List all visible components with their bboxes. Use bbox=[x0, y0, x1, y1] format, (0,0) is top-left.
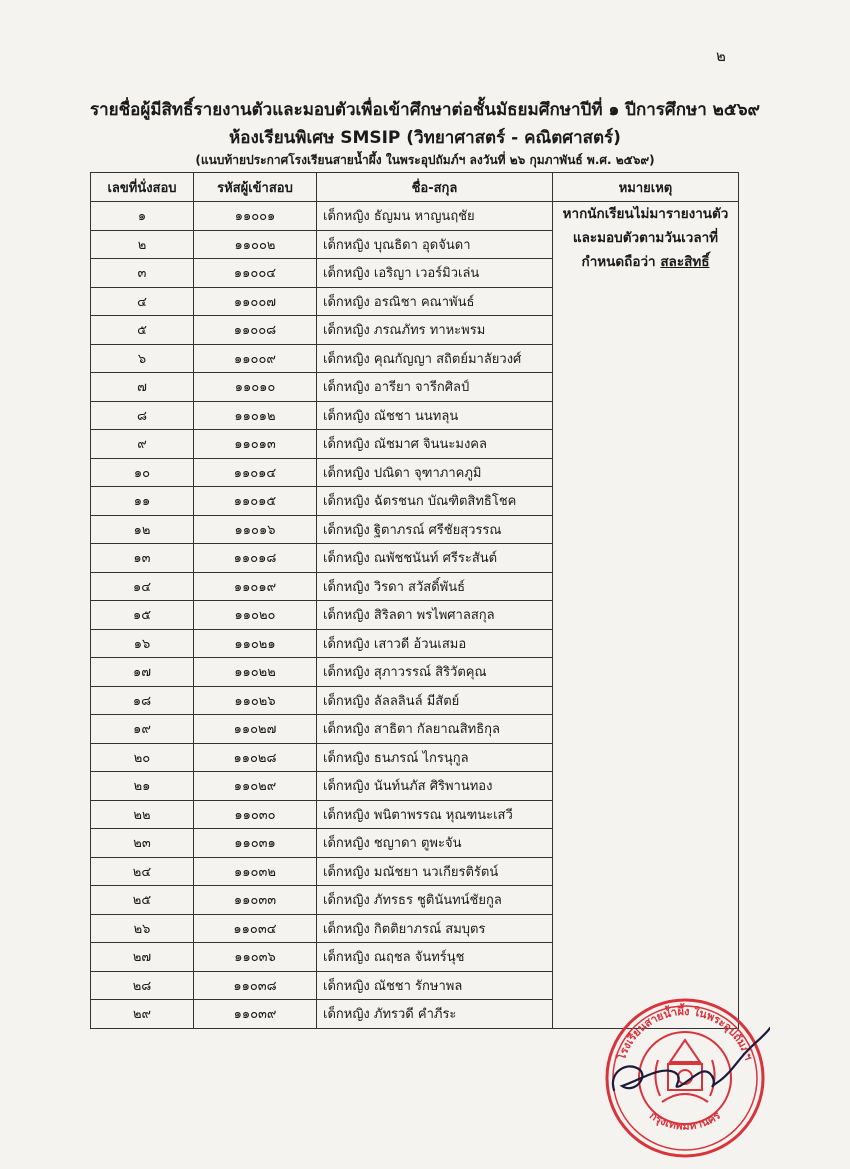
student-name-cell: เด็กหญิง กิตติยาภรณ์ สมบุตร bbox=[317, 914, 553, 943]
exam-code-cell: ๑๑๐๒๙ bbox=[194, 772, 317, 801]
page-number: ๒ bbox=[716, 47, 726, 65]
student-name-cell: เด็กหญิง เอริญา เวอร์มิวเล่น bbox=[317, 259, 553, 288]
student-name-cell: เด็กหญิง ณพัชชนันท์ ศรีระสันต์ bbox=[317, 544, 553, 573]
exam-code-cell: ๑๑๐๒๒ bbox=[194, 658, 317, 687]
exam-code-cell: ๑๑๐๐๑ bbox=[194, 202, 317, 231]
document-title: รายชื่อผู้มีสิทธิ์รายงานตัวและมอบตัวเพื่อเข้าศึกษาต่อชั้นมัธยมศึกษาปีที่ ๑ ปีการศึกษา ๒๕๖๙ bbox=[90, 100, 760, 120]
seat-number-cell: ๑๙ bbox=[91, 715, 194, 744]
student-roster-table bbox=[90, 172, 739, 1029]
seat-number-cell: ๒๕ bbox=[91, 886, 194, 915]
seat-number-cell: ๑๗ bbox=[91, 658, 194, 687]
seat-number-cell: ๑๓ bbox=[91, 544, 194, 573]
seat-number-cell: ๒ bbox=[91, 230, 194, 259]
seat-number-cell: ๒๔ bbox=[91, 857, 194, 886]
header-code: รหัสผู้เข้าสอบ bbox=[194, 173, 317, 202]
seat-number-cell: ๓ bbox=[91, 259, 194, 288]
student-name-cell: เด็กหญิง นันท์นภัส ศิริพานทอง bbox=[317, 772, 553, 801]
seat-number-cell: ๑๒ bbox=[91, 515, 194, 544]
svg-text:กรุงเทพมหานคร bbox=[647, 1109, 723, 1133]
exam-code-cell: ๑๑๐๑๓ bbox=[194, 430, 317, 459]
seat-number-cell: ๑๕ bbox=[91, 601, 194, 630]
header-remark: หมายเหตุ bbox=[553, 173, 739, 202]
document-subtitle: ห้องเรียนพิเศษ SMSIP (วิทยาศาสตร์ - คณิตศาสตร์) bbox=[229, 128, 621, 148]
table-header-row bbox=[91, 173, 739, 202]
seat-number-cell: ๘ bbox=[91, 401, 194, 430]
exam-code-cell: ๑๑๐๓๒ bbox=[194, 857, 317, 886]
seat-number-cell: ๑๑ bbox=[91, 487, 194, 516]
student-name-cell: เด็กหญิง ชญาดา ตูพะจัน bbox=[317, 829, 553, 858]
header-seat: เลขที่นั่งสอบ bbox=[91, 173, 194, 202]
exam-code-cell: ๑๑๐๐๘ bbox=[194, 316, 317, 345]
seat-number-cell: ๑๘ bbox=[91, 686, 194, 715]
seat-number-cell: ๒๓ bbox=[91, 829, 194, 858]
remark-instruction: หากนักเรียนไม่มารายงานตัวและมอบตัวตามวันเวลาที่กำหนดถือว่า bbox=[562, 206, 729, 270]
seat-number-cell: ๕ bbox=[91, 316, 194, 345]
seal-rings bbox=[607, 1000, 763, 1156]
seal-text-bottom: กรุงเทพมหานคร bbox=[647, 1108, 723, 1133]
exam-code-cell: ๑๑๐๐๔ bbox=[194, 259, 317, 288]
seat-number-cell: ๑๐ bbox=[91, 458, 194, 487]
exam-code-cell: ๑๑๐๑๐ bbox=[194, 373, 317, 402]
seat-number-cell: ๒๖ bbox=[91, 914, 194, 943]
exam-code-cell: ๑๑๐๓๙ bbox=[194, 1000, 317, 1029]
exam-code-cell: ๑๑๐๐๙ bbox=[194, 344, 317, 373]
remark-cell bbox=[553, 202, 739, 1029]
student-name-cell: เด็กหญิง ภัทรวดี คำภีระ bbox=[317, 1000, 553, 1029]
student-name-cell: เด็กหญิง อารียา จารีกศิลป์ bbox=[317, 373, 553, 402]
seat-number-cell: ๑๔ bbox=[91, 572, 194, 601]
seat-number-cell: ๑๖ bbox=[91, 629, 194, 658]
exam-code-cell: ๑๑๐๓๑ bbox=[194, 829, 317, 858]
student-name-cell: เด็กหญิง ณฤชล จันทร์นุช bbox=[317, 943, 553, 972]
header-name: ชื่อ-สกุล bbox=[317, 173, 553, 202]
seat-number-cell: ๑ bbox=[91, 202, 194, 231]
exam-code-cell: ๑๑๐๑๙ bbox=[194, 572, 317, 601]
exam-code-cell: ๑๑๐๒๘ bbox=[194, 743, 317, 772]
seat-number-cell: ๙ bbox=[91, 430, 194, 459]
student-name-cell: เด็กหญิง มณัชยา นวเกียรติรัตน์ bbox=[317, 857, 553, 886]
exam-code-cell: ๑๑๐๓๓ bbox=[194, 886, 317, 915]
exam-code-cell: ๑๑๐๑๖ bbox=[194, 515, 317, 544]
student-name-cell: เด็กหญิง พนิตาพรรณ หุณฑนะเสวี bbox=[317, 800, 553, 829]
seal-text-top: โรงเรียนสายน้ำผึ้ง ในพระอุปถัมภ์ฯ bbox=[614, 1004, 756, 1062]
remark-forfeit: สละสิทธิ์ bbox=[660, 254, 710, 270]
exam-code-cell: ๑๑๐๒๑ bbox=[194, 629, 317, 658]
annex-note: (แนบท้ายประกาศโรงเรียนสายน้ำผึ้ง ในพระอุปถัมภ์ฯ ลงวันที่ ๒๖ กุมภาพันธ์ พ.ศ. ๒๕๖๙) bbox=[195, 153, 655, 167]
student-name-cell: เด็กหญิง ฐิตาภรณ์ ศรีชัยสุวรรณ bbox=[317, 515, 553, 544]
student-name-cell: เด็กหญิง ณัชมาศ จินนะมงคล bbox=[317, 430, 553, 459]
seat-number-cell: ๒๙ bbox=[91, 1000, 194, 1029]
exam-code-cell: ๑๑๐๑๕ bbox=[194, 487, 317, 516]
exam-code-cell: ๑๑๐๑๔ bbox=[194, 458, 317, 487]
seat-number-cell: ๗ bbox=[91, 373, 194, 402]
seat-number-cell: ๔ bbox=[91, 287, 194, 316]
seat-number-cell: ๒๘ bbox=[91, 971, 194, 1000]
exam-code-cell: ๑๑๐๐๒ bbox=[194, 230, 317, 259]
exam-code-cell: ๑๑๐๒๖ bbox=[194, 686, 317, 715]
student-name-cell: เด็กหญิง ธนภรณ์ ไกรนุกูล bbox=[317, 743, 553, 772]
exam-code-cell: ๑๑๐๓๐ bbox=[194, 800, 317, 829]
student-name-cell: เด็กหญิง วิรดา สวัสดิ์พันธ์ bbox=[317, 572, 553, 601]
seat-number-cell: ๒๐ bbox=[91, 743, 194, 772]
seat-number-cell: ๒๗ bbox=[91, 943, 194, 972]
student-name-cell: เด็กหญิง ธัญมน หาญนฤชัย bbox=[317, 202, 553, 231]
student-name-cell: เด็กหญิง บุณธิดา อุดจันดา bbox=[317, 230, 553, 259]
seat-number-cell: ๖ bbox=[91, 344, 194, 373]
student-name-cell: เด็กหญิง ภรณภัทร ทาหะพรม bbox=[317, 316, 553, 345]
table-row bbox=[91, 202, 739, 231]
exam-code-cell: ๑๑๐๓๔ bbox=[194, 914, 317, 943]
exam-code-cell: ๑๑๐๑๒ bbox=[194, 401, 317, 430]
student-name-cell: เด็กหญิง สิริลดา พรไพศาลสกุล bbox=[317, 601, 553, 630]
student-name-cell: เด็กหญิง ลัลลลินล์ มีสัตย์ bbox=[317, 686, 553, 715]
student-name-cell: เด็กหญิง สาธิตา กัลยาณสิทธิกุล bbox=[317, 715, 553, 744]
exam-code-cell: ๑๑๐๒๗ bbox=[194, 715, 317, 744]
exam-code-cell: ๑๑๐๐๗ bbox=[194, 287, 317, 316]
exam-code-cell: ๑๑๐๑๘ bbox=[194, 544, 317, 573]
exam-code-cell: ๑๑๐๒๐ bbox=[194, 601, 317, 630]
student-name-cell: เด็กหญิง คุณกัญญา สถิตย์มาลัยวงศ์ bbox=[317, 344, 553, 373]
exam-code-cell: ๑๑๐๓๘ bbox=[194, 971, 317, 1000]
roster-body bbox=[91, 202, 739, 1029]
seat-number-cell: ๒๑ bbox=[91, 772, 194, 801]
remark-text bbox=[559, 202, 732, 274]
seat-number-cell: ๒๒ bbox=[91, 800, 194, 829]
student-name-cell: เด็กหญิง เสาวดี อ้วนเสมอ bbox=[317, 629, 553, 658]
student-name-cell: เด็กหญิง ณัชชา รักษาพล bbox=[317, 971, 553, 1000]
exam-code-cell: ๑๑๐๓๖ bbox=[194, 943, 317, 972]
school-seal-stamp bbox=[600, 990, 770, 1160]
student-name-cell: เด็กหญิง สุภาวรรณ์ สิริวัตคุณ bbox=[317, 658, 553, 687]
student-name-cell: เด็กหญิง ภัทรธร ชูตินันทน์ชัยกูล bbox=[317, 886, 553, 915]
student-name-cell: เด็กหญิง ฉัตรชนก บัณฑิตสิทธิโชค bbox=[317, 487, 553, 516]
student-name-cell: เด็กหญิง อรณิชา คณาพันธ์ bbox=[317, 287, 553, 316]
student-name-cell: เด็กหญิง ปณิดา จุฑาภาคภูมิ bbox=[317, 458, 553, 487]
student-name-cell: เด็กหญิง ณัชชา นนทลุน bbox=[317, 401, 553, 430]
